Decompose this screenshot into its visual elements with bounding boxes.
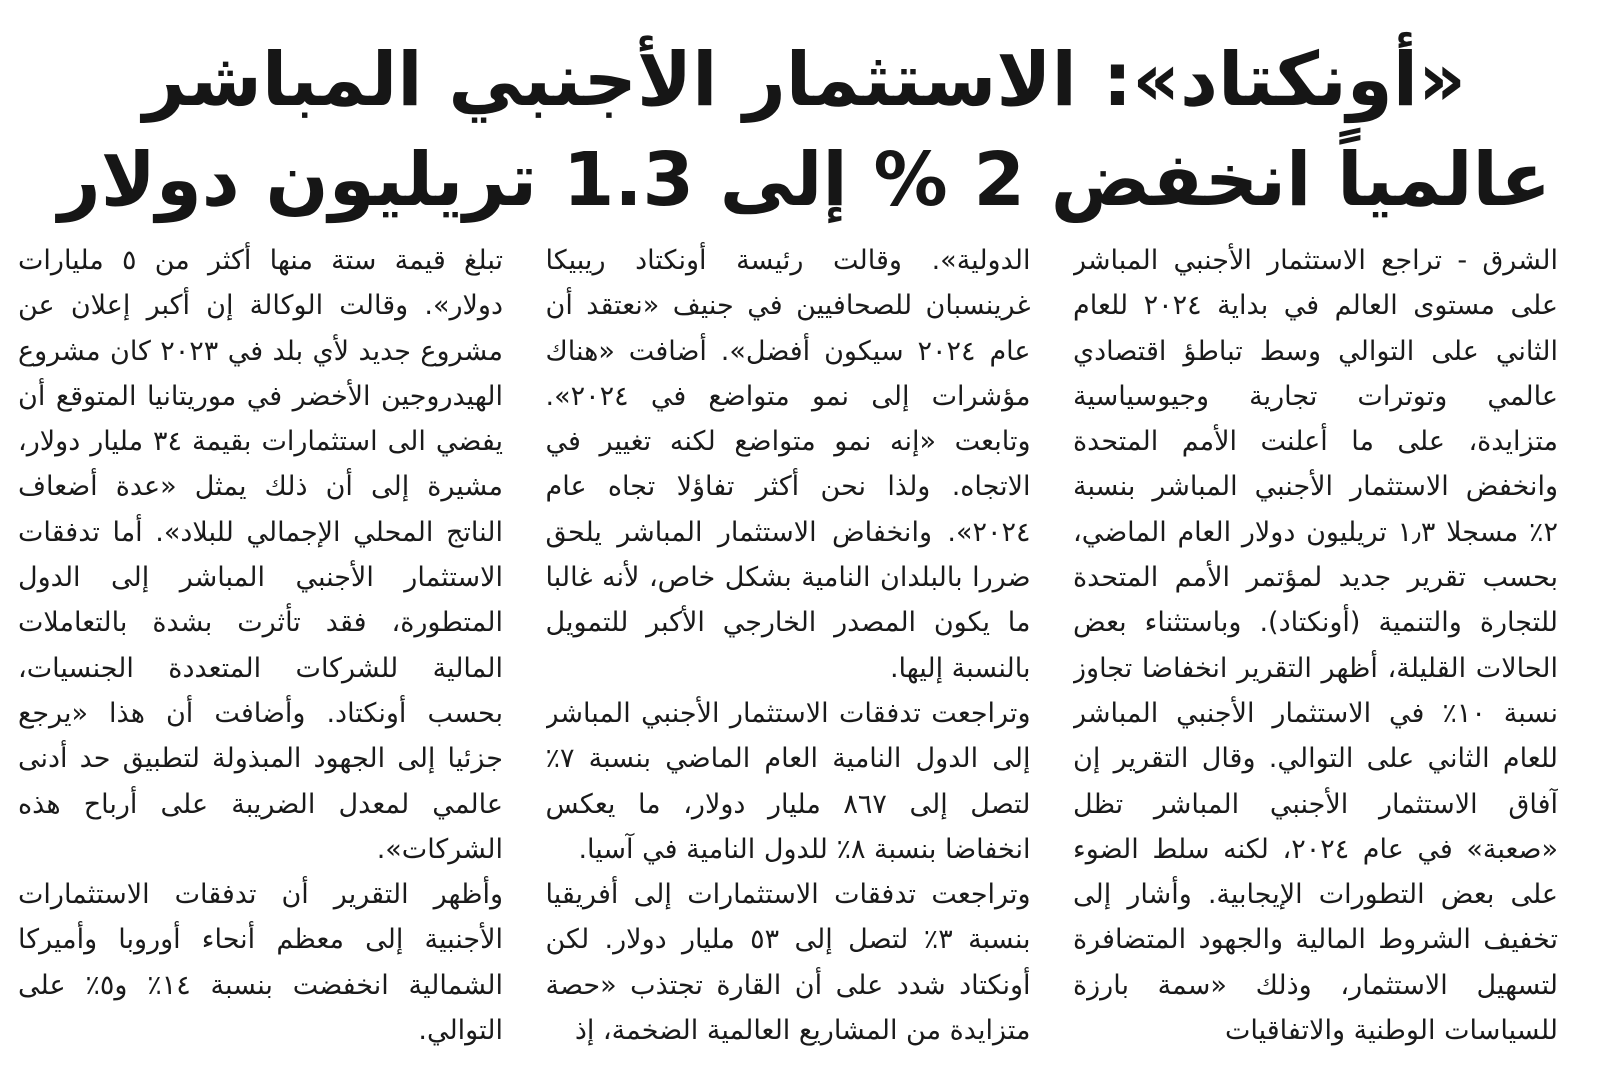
headline <box>40 30 1569 230</box>
paragraph: وأظهر التقرير أن تدفقات الاستثمارات الأجنبية إلى معظم أنحاء أوروبا وأميركا الشمالية انخفضت بنسبة ١٤٪ و٥٪ على التوالي. <box>18 879 503 1047</box>
paragraph: الدولية». وقالت رئيسة أونكتاد ريبيكا غرينسبان للصحافيين في جنيف «نعتقد أن عام ٢٠٢٤ سيكون أفضل». أضافت «هناك مؤشرات إلى نمو متواضع في ٢٠٢٤». وتابعت «إنه نمو متواضع لكنه تغيير في الاتجاه. ولذا نحن أكثر تفاؤلا تجاه عام ٢٠٢٤». وانخفاض الاستثمار المباشر يلحق ضررا بالبلدان النامية بشكل خاص، لأنه غالبا ما يكون المصدر الخارجي الأكبر للتمويل بالنسبة إليها. <box>545 245 1031 684</box>
headline-line-2: عالمياً انخفض 2 % إلى 1.3 تريليون دولار <box>58 137 1551 223</box>
paragraph: تبلغ قيمة ستة منها أكثر من ٥ مليارات دولار». وقالت الوكالة إن أكبر إعلان عن مشروع جديد لأي بلد في ٢٠٢٣ كان مشروع الهيدروجين الأخضر في موريتانيا المتوقع أن يفضي الى استثمارات بقيمة ٣٤ مليار دولار، مشيرة إلى أن ذلك يمثل «عدة أضعاف الناتج المحلي الإجمالي للبلاد». أما تدفقات الاستثمار الأجنبي المباشر إلى الدول المتطورة، فقد تأثرت بشدة بالتعاملات المالية للشركات المتعددة الجنسيات، بحسب أونكتاد. وأضافت أن هذا «يرجع جزئيا إلى الجهود المبذولة لتطبيق حد أدنى عالمي لمعدل الضريبة على أرباح هذه الشركات». <box>18 245 503 865</box>
column-middle <box>546 238 1031 1058</box>
paragraph: وتراجعت تدفقات الاستثمار الأجنبي المباشر إلى الدول النامية العام الماضي بنسبة ٧٪ لتصل إلى ٨٦٧ مليار دولار، ما يعكس انخفاضا بنسبة ٨٪ للدول النامية في آسيا. <box>545 697 1031 865</box>
paragraph: وتراجعت تدفقات الاستثمارات إلى أفريقيا بنسبة ٣٪ لتصل إلى ٥٣ مليار دولار. لكن أونكتاد شدد على أن القارة تجتذب «حصة متزايدة من المشاريع العالمية الضخمة، إذ <box>545 879 1031 1047</box>
headline-line-1: «أونكتاد»: الاستثمار الأجنبي المباشر <box>143 37 1466 123</box>
article-columns <box>18 238 1558 1068</box>
paragraph: الشرق - تراجع الاستثمار الأجنبي المباشر على مستوى العالم في بداية ٢٠٢٤ للعام الثاني على التوالي وسط تباطؤ اقتصادي عالمي وتوترات تجارية وجيوسياسية متزايدة، على ما أعلنت الأمم المتحدة وانخفض الاستثمار الأجنبي المباشر بنسبة ٢٪ مسجلا ١٫٣ تريليون دولار العام الماضي، بحسب تقرير جديد لمؤتمر الأمم المتحدة للتجارة والتنمية (أونكتاد). وباستثناء بعض الحالات القليلة، أظهر التقرير انخفاضا تجاوز نسبة ١٠٪ في الاستثمار الأجنبي المباشر للعام الثاني على التوالي. وقال التقرير إن آفاق الاستثمار الأجنبي المباشر تظل «صعبة» في عام ٢٠٢٤، لكنه سلط الضوء على بعض التطورات الإيجابية. وأشار إلى تخفيف الشروط المالية والجهود المتضافرة لتسهيل الاستثمار، وذلك «سمة بارزة للسياسات الوطنية والاتفاقيات <box>1073 245 1558 1047</box>
column-right <box>1073 238 1558 1058</box>
column-left <box>18 238 503 1058</box>
